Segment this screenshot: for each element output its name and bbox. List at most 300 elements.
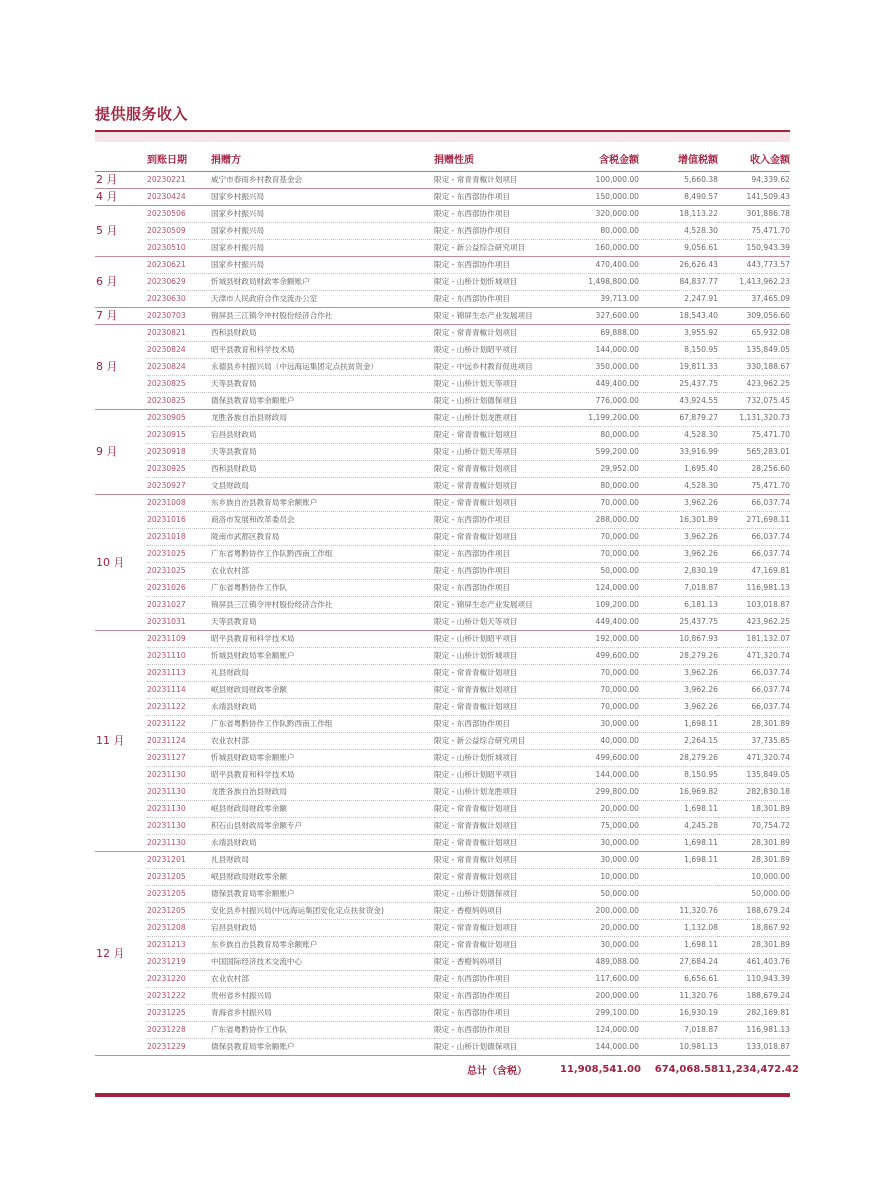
cell-donor: 农业农村部 <box>211 733 434 750</box>
header-month <box>95 146 147 172</box>
cell-vat: 7,018.87 <box>639 1022 718 1039</box>
table-row <box>95 716 790 733</box>
cell-gross: 10,000.00 <box>560 869 639 886</box>
cell-net: 181,132.07 <box>718 631 790 648</box>
table-row <box>95 903 790 920</box>
cell-gross: 70,000.00 <box>560 682 639 699</box>
cell-nature: 限定 - 常青青椒计划项目 <box>434 478 560 495</box>
table-row <box>95 869 790 886</box>
cell-gross: 29,952.00 <box>560 461 639 478</box>
month-label: 5 月 <box>95 206 147 257</box>
cell-date: 20230510 <box>147 240 211 257</box>
cell-net: 135,849.05 <box>718 342 790 359</box>
cell-date: 20231114 <box>147 682 211 699</box>
table-row <box>95 750 790 767</box>
cell-nature: 限定 - 东西部协作项目 <box>434 971 560 988</box>
header-net: 收入金额 <box>718 146 790 172</box>
table-row <box>95 410 790 427</box>
cell-net: 28,301.89 <box>718 852 790 869</box>
cell-nature: 限定 - 常青青椒计划项目 <box>434 818 560 835</box>
cell-vat: 11,320.76 <box>639 988 718 1005</box>
cell-donor: 昭平县教育和科学技术局 <box>211 767 434 784</box>
top-band <box>95 132 790 142</box>
cell-date: 20230621 <box>147 257 211 274</box>
cell-donor: 龙胜各族自治县财政局 <box>211 784 434 801</box>
cell-vat: 7,018.87 <box>639 580 718 597</box>
cell-nature: 限定 - 常青青椒计划项目 <box>434 529 560 546</box>
cell-vat: 1,698.11 <box>639 835 718 852</box>
cell-nature: 限定 - 山桥计划龙胜项目 <box>434 784 560 801</box>
cell-donor: 德保县教育局零余额账户 <box>211 393 434 410</box>
cell-vat: 33,916.99 <box>639 444 718 461</box>
cell-date: 20230509 <box>147 223 211 240</box>
month-label: 12 月 <box>95 852 147 1056</box>
cell-net: 66,037.74 <box>718 665 790 682</box>
total-row <box>95 1056 790 1083</box>
table-row <box>95 784 790 801</box>
cell-donor: 永靖县财政局 <box>211 835 434 852</box>
cell-gross: 124,000.00 <box>560 580 639 597</box>
header-nature: 捐赠性质 <box>434 146 560 172</box>
table-row <box>95 648 790 665</box>
cell-gross: 20,000.00 <box>560 801 639 818</box>
cell-gross: 320,000.00 <box>560 206 639 223</box>
cell-nature: 限定 - 常青青椒计划项目 <box>434 699 560 716</box>
cell-date: 20231130 <box>147 818 211 835</box>
table-row <box>95 495 790 512</box>
cell-date: 20230905 <box>147 410 211 427</box>
cell-vat: 19,811.33 <box>639 359 718 376</box>
cell-net: 188,679.24 <box>718 988 790 1005</box>
cell-nature: 限定 - 东西部协作项目 <box>434 1005 560 1022</box>
total-net: 11,234,472.42 <box>718 1063 799 1075</box>
cell-donor: 天等县教育局 <box>211 614 434 631</box>
cell-nature: 限定 - 常青青椒计划项目 <box>434 461 560 478</box>
cell-gross: 144,000.00 <box>560 767 639 784</box>
month-label: 8 月 <box>95 325 147 410</box>
table-row <box>95 699 790 716</box>
cell-gross: 124,000.00 <box>560 1022 639 1039</box>
cell-date: 20231026 <box>147 580 211 597</box>
cell-gross: 599,200.00 <box>560 444 639 461</box>
table-row <box>95 342 790 359</box>
table-row <box>95 563 790 580</box>
cell-donor: 农业农村部 <box>211 563 434 580</box>
cell-vat: 4,528.30 <box>639 427 718 444</box>
cell-donor: 天等县教育局 <box>211 444 434 461</box>
table-row <box>95 920 790 937</box>
total-label: 总计（含税） <box>467 1065 527 1077</box>
cell-gross: 39,713.00 <box>560 291 639 308</box>
cell-vat: 18,543.40 <box>639 308 718 325</box>
cell-vat: 4,245.28 <box>639 818 718 835</box>
cell-date: 20231124 <box>147 733 211 750</box>
cell-net: 461,403.76 <box>718 954 790 971</box>
bottom-rule <box>95 1093 790 1097</box>
cell-gross: 70,000.00 <box>560 699 639 716</box>
cell-nature: 限定 - 东西部协作项目 <box>434 257 560 274</box>
cell-gross: 75,000.00 <box>560 818 639 835</box>
table-row <box>95 444 790 461</box>
cell-gross: 80,000.00 <box>560 478 639 495</box>
table-row <box>95 835 790 852</box>
table-row <box>95 223 790 240</box>
cell-date: 20231025 <box>147 563 211 580</box>
service-income-table <box>95 146 799 1082</box>
table-footer <box>95 1056 799 1083</box>
cell-nature: 限定 - 香橙妈妈项目 <box>434 903 560 920</box>
table-row <box>95 886 790 903</box>
table-row <box>95 937 790 954</box>
cell-vat: 2,247.91 <box>639 291 718 308</box>
table-body <box>95 172 790 1056</box>
table-row <box>95 971 790 988</box>
table-row <box>95 393 790 410</box>
cell-nature: 限定 - 东西部协作项目 <box>434 189 560 206</box>
cell-date: 20230424 <box>147 189 211 206</box>
cell-date: 20230629 <box>147 274 211 291</box>
cell-net: 282,169.81 <box>718 1005 790 1022</box>
cell-gross: 70,000.00 <box>560 665 639 682</box>
cell-date: 20231229 <box>147 1039 211 1056</box>
table-row <box>95 291 790 308</box>
cell-date: 20231222 <box>147 988 211 1005</box>
cell-donor: 忻城县财政局财政零余额账户 <box>211 274 434 291</box>
cell-gross: 449,400.00 <box>560 376 639 393</box>
section-title: 提供服务收入 <box>95 105 189 123</box>
cell-vat: 11,320.76 <box>639 903 718 920</box>
cell-vat: 6,656.61 <box>639 971 718 988</box>
cell-gross: 299,800.00 <box>560 784 639 801</box>
cell-date: 20230703 <box>147 308 211 325</box>
cell-nature: 限定 - 山桥计划龙胜项目 <box>434 410 560 427</box>
cell-date: 20230824 <box>147 359 211 376</box>
table-row <box>95 580 790 597</box>
cell-gross: 69,888.00 <box>560 325 639 342</box>
cell-donor: 广东省粤黔协作工作队黔西南工作组 <box>211 546 434 563</box>
cell-net: 471,320.74 <box>718 648 790 665</box>
cell-gross: 1,498,800.00 <box>560 274 639 291</box>
table-row <box>95 546 790 563</box>
cell-vat: 4,528.30 <box>639 223 718 240</box>
cell-donor: 青海省乡村振兴局 <box>211 1005 434 1022</box>
cell-donor: 商洛市发展和改革委员会 <box>211 512 434 529</box>
cell-gross: 150,000.00 <box>560 189 639 206</box>
table-row <box>95 189 790 206</box>
cell-nature: 限定 - 常青青椒计划项目 <box>434 937 560 954</box>
cell-nature: 限定 - 香橙妈妈项目 <box>434 954 560 971</box>
cell-date: 20231208 <box>147 920 211 937</box>
table-row <box>95 325 790 342</box>
cell-net: 133,018.87 <box>718 1039 790 1056</box>
cell-date: 20231205 <box>147 886 211 903</box>
cell-net: 94,339.62 <box>718 172 790 189</box>
cell-date: 20231025 <box>147 546 211 563</box>
cell-gross: 50,000.00 <box>560 886 639 903</box>
cell-donor: 忻城县财政局零余额账户 <box>211 648 434 665</box>
cell-vat: 3,962.26 <box>639 699 718 716</box>
cell-net: 1,413,962.23 <box>718 274 790 291</box>
table-row <box>95 427 790 444</box>
cell-net: 443,773.57 <box>718 257 790 274</box>
cell-vat: 25,437.75 <box>639 614 718 631</box>
cell-gross: 1,199,200.00 <box>560 410 639 427</box>
table-row <box>95 682 790 699</box>
cell-net: 18,867.92 <box>718 920 790 937</box>
cell-donor: 积石山县财政局零余额专户 <box>211 818 434 835</box>
cell-date: 20230925 <box>147 461 211 478</box>
cell-nature: 限定 - 山桥计划忻城项目 <box>434 274 560 291</box>
cell-net: 50,000.00 <box>718 886 790 903</box>
cell-net: 282,830.18 <box>718 784 790 801</box>
cell-net: 70,754.72 <box>718 818 790 835</box>
cell-nature: 限定 - 山桥计划忻城项目 <box>434 648 560 665</box>
cell-nature: 限定 - 东西部协作项目 <box>434 1022 560 1039</box>
cell-nature: 限定 - 中远乡村教育促进项目 <box>434 359 560 376</box>
month-label: 10 月 <box>95 495 147 631</box>
cell-net: 110,943.39 <box>718 971 790 988</box>
month-label: 7 月 <box>95 308 147 325</box>
cell-net: 188,679.24 <box>718 903 790 920</box>
cell-donor: 国家乡村振兴局 <box>211 257 434 274</box>
month-label: 6 月 <box>95 257 147 308</box>
cell-nature: 限定 - 新公益综合研究项目 <box>434 240 560 257</box>
cell-nature: 限定 - 山桥计划昭平项目 <box>434 342 560 359</box>
table-row <box>95 512 790 529</box>
cell-gross: 70,000.00 <box>560 546 639 563</box>
cell-gross: 449,400.00 <box>560 614 639 631</box>
month-label: 2 月 <box>95 172 147 189</box>
cell-vat: 16,930.19 <box>639 1005 718 1022</box>
cell-date: 20231205 <box>147 869 211 886</box>
cell-net: 330,188.67 <box>718 359 790 376</box>
cell-net: 65,932.08 <box>718 325 790 342</box>
cell-vat: 6,181.13 <box>639 597 718 614</box>
cell-gross: 109,200.00 <box>560 597 639 614</box>
cell-nature: 限定 - 东西部协作项目 <box>434 716 560 733</box>
cell-gross: 299,100.00 <box>560 1005 639 1022</box>
cell-gross: 350,000.00 <box>560 359 639 376</box>
cell-donor: 岷县财政局财政零余额 <box>211 682 434 699</box>
cell-vat: 10,981.13 <box>639 1039 718 1056</box>
cell-net: 565,283.01 <box>718 444 790 461</box>
month-label: 11 月 <box>95 631 147 852</box>
cell-donor: 岷县财政局财政零余额 <box>211 869 434 886</box>
cell-vat: 9,056.61 <box>639 240 718 257</box>
cell-net: 28,301.89 <box>718 835 790 852</box>
total-gross: 11,908,541.00 <box>560 1063 641 1075</box>
cell-date: 20231113 <box>147 665 211 682</box>
cell-vat: 18,113.22 <box>639 206 718 223</box>
cell-date: 20231018 <box>147 529 211 546</box>
cell-net: 309,056.60 <box>718 308 790 325</box>
table-row <box>95 988 790 1005</box>
cell-gross: 327,600.00 <box>560 308 639 325</box>
cell-nature: 限定 - 新公益综合研究项目 <box>434 733 560 750</box>
cell-net: 116,981.13 <box>718 580 790 597</box>
cell-date: 20231109 <box>147 631 211 648</box>
cell-vat: 1,698.11 <box>639 801 718 818</box>
cell-nature: 限定 - 东西部协作项目 <box>434 223 560 240</box>
cell-net: 301,886.78 <box>718 206 790 223</box>
cell-date: 20231205 <box>147 903 211 920</box>
cell-date: 20231027 <box>147 597 211 614</box>
cell-vat: 8,150.95 <box>639 342 718 359</box>
cell-net: 66,037.74 <box>718 495 790 512</box>
header-gross: 含税金额 <box>560 146 639 172</box>
cell-gross: 80,000.00 <box>560 223 639 240</box>
cell-net: 423,962.25 <box>718 614 790 631</box>
cell-vat: 8,150.95 <box>639 767 718 784</box>
cell-date: 20230630 <box>147 291 211 308</box>
cell-gross: 489,088.00 <box>560 954 639 971</box>
cell-donor: 东乡族自治县教育局零余额账户 <box>211 937 434 954</box>
header-date: 到账日期 <box>147 146 211 172</box>
cell-net: 423,962.25 <box>718 376 790 393</box>
cell-gross: 40,000.00 <box>560 733 639 750</box>
cell-nature: 限定 - 山桥计划天等项目 <box>434 376 560 393</box>
cell-net: 75,471.70 <box>718 478 790 495</box>
cell-net: 66,037.74 <box>718 529 790 546</box>
cell-donor: 宕昌县财政局 <box>211 427 434 444</box>
cell-nature: 限定 - 山桥计划忻城项目 <box>434 750 560 767</box>
cell-gross: 192,000.00 <box>560 631 639 648</box>
cell-vat: 3,955.92 <box>639 325 718 342</box>
cell-gross: 30,000.00 <box>560 852 639 869</box>
cell-net: 10,000.00 <box>718 869 790 886</box>
cell-net: 116,981.13 <box>718 1022 790 1039</box>
table-row <box>95 631 790 648</box>
cell-nature: 限定 - 山桥计划德保项目 <box>434 886 560 903</box>
table-row <box>95 1005 790 1022</box>
cell-nature: 限定 - 东西部协作项目 <box>434 512 560 529</box>
cell-nature: 限定 - 山桥计划昭平项目 <box>434 631 560 648</box>
table-row <box>95 1022 790 1039</box>
cell-gross: 288,000.00 <box>560 512 639 529</box>
cell-donor: 锦屏县三江镇令冲村股份经济合作社 <box>211 597 434 614</box>
cell-vat: 8,490.57 <box>639 189 718 206</box>
cell-donor: 贵州省乡村振兴局 <box>211 988 434 1005</box>
cell-donor: 广东省粤黔协作工作队 <box>211 580 434 597</box>
table-row <box>95 478 790 495</box>
cell-vat: 3,962.26 <box>639 546 718 563</box>
table-row <box>95 852 790 869</box>
cell-date: 20231127 <box>147 750 211 767</box>
table-row <box>95 308 790 325</box>
cell-nature: 限定 - 常青青椒计划项目 <box>434 682 560 699</box>
cell-nature: 限定 - 东西部协作项目 <box>434 546 560 563</box>
cell-donor: 德保县教育局零余额账户 <box>211 1039 434 1056</box>
table-row <box>95 240 790 257</box>
table-row <box>95 172 790 189</box>
cell-net: 150,943.39 <box>718 240 790 257</box>
cell-donor: 陇南市武都区教育局 <box>211 529 434 546</box>
cell-vat: 27,684.24 <box>639 954 718 971</box>
table-row <box>95 461 790 478</box>
cell-nature: 限定 - 东西部协作项目 <box>434 563 560 580</box>
cell-net: 75,471.70 <box>718 427 790 444</box>
cell-nature: 限定 - 锦屏生态产业发展项目 <box>434 308 560 325</box>
cell-date: 20231110 <box>147 648 211 665</box>
cell-nature: 限定 - 常青青椒计划项目 <box>434 869 560 886</box>
cell-donor: 西和县财政局 <box>211 461 434 478</box>
table-row <box>95 818 790 835</box>
cell-net: 271,698.11 <box>718 512 790 529</box>
table-row <box>95 376 790 393</box>
cell-date: 20231213 <box>147 937 211 954</box>
cell-date: 20231031 <box>147 614 211 631</box>
cell-vat: 2,830.19 <box>639 563 718 580</box>
cell-date: 20230221 <box>147 172 211 189</box>
cell-vat: 3,962.26 <box>639 682 718 699</box>
cell-vat: 26,626.43 <box>639 257 718 274</box>
cell-vat: 16,301.89 <box>639 512 718 529</box>
cell-net: 37,465.09 <box>718 291 790 308</box>
cell-nature: 限定 - 常青青椒计划项目 <box>434 920 560 937</box>
cell-nature: 限定 - 东西部协作项目 <box>434 206 560 223</box>
cell-gross: 117,600.00 <box>560 971 639 988</box>
cell-donor: 国家乡村振兴局 <box>211 189 434 206</box>
cell-date: 20230506 <box>147 206 211 223</box>
cell-date: 20230825 <box>147 393 211 410</box>
cell-gross: 499,600.00 <box>560 750 639 767</box>
cell-nature: 限定 - 山桥计划德保项目 <box>434 1039 560 1056</box>
cell-date: 20231008 <box>147 495 211 512</box>
cell-vat: 3,962.26 <box>639 665 718 682</box>
cell-date: 20231122 <box>147 699 211 716</box>
cell-donor: 东乡族自治县教育局零余额账户 <box>211 495 434 512</box>
cell-donor: 广东省粤黔协作工作队黔西南工作组 <box>211 716 434 733</box>
cell-donor: 永德县乡村振兴局（中远海运集团定点扶贫资金） <box>211 359 434 376</box>
cell-donor: 文县财政局 <box>211 478 434 495</box>
cell-date: 20230918 <box>147 444 211 461</box>
cell-vat: 28,279.26 <box>639 648 718 665</box>
cell-gross: 144,000.00 <box>560 342 639 359</box>
cell-gross: 50,000.00 <box>560 563 639 580</box>
cell-date: 20231130 <box>147 801 211 818</box>
cell-date: 20231016 <box>147 512 211 529</box>
cell-vat: 4,528.30 <box>639 478 718 495</box>
cell-gross: 160,000.00 <box>560 240 639 257</box>
cell-net: 471,320.74 <box>718 750 790 767</box>
cell-date: 20231201 <box>147 852 211 869</box>
cell-nature: 限定 - 东西部协作项目 <box>434 291 560 308</box>
cell-vat: 28,279.26 <box>639 750 718 767</box>
cell-gross: 776,000.00 <box>560 393 639 410</box>
cell-net: 28,301.89 <box>718 716 790 733</box>
table-row <box>95 257 790 274</box>
table-row <box>95 767 790 784</box>
cell-nature: 限定 - 常青青椒计划项目 <box>434 427 560 444</box>
cell-vat <box>639 886 718 903</box>
cell-date: 20230825 <box>147 376 211 393</box>
cell-gross: 70,000.00 <box>560 495 639 512</box>
table-row <box>95 801 790 818</box>
cell-donor: 咸宁市春雨乡村教育基金会 <box>211 172 434 189</box>
cell-vat <box>639 869 718 886</box>
cell-gross: 200,000.00 <box>560 903 639 920</box>
table-header <box>95 146 790 172</box>
cell-nature: 限定 - 山桥计划德保项目 <box>434 393 560 410</box>
cell-date: 20231122 <box>147 716 211 733</box>
cell-vat: 3,962.26 <box>639 495 718 512</box>
cell-vat: 2,264.15 <box>639 733 718 750</box>
cell-gross: 20,000.00 <box>560 920 639 937</box>
cell-vat: 1,698.11 <box>639 716 718 733</box>
cell-donor: 永靖县财政局 <box>211 699 434 716</box>
cell-donor: 岷县财政局财政零余额 <box>211 801 434 818</box>
cell-nature: 限定 - 山桥计划天等项目 <box>434 444 560 461</box>
